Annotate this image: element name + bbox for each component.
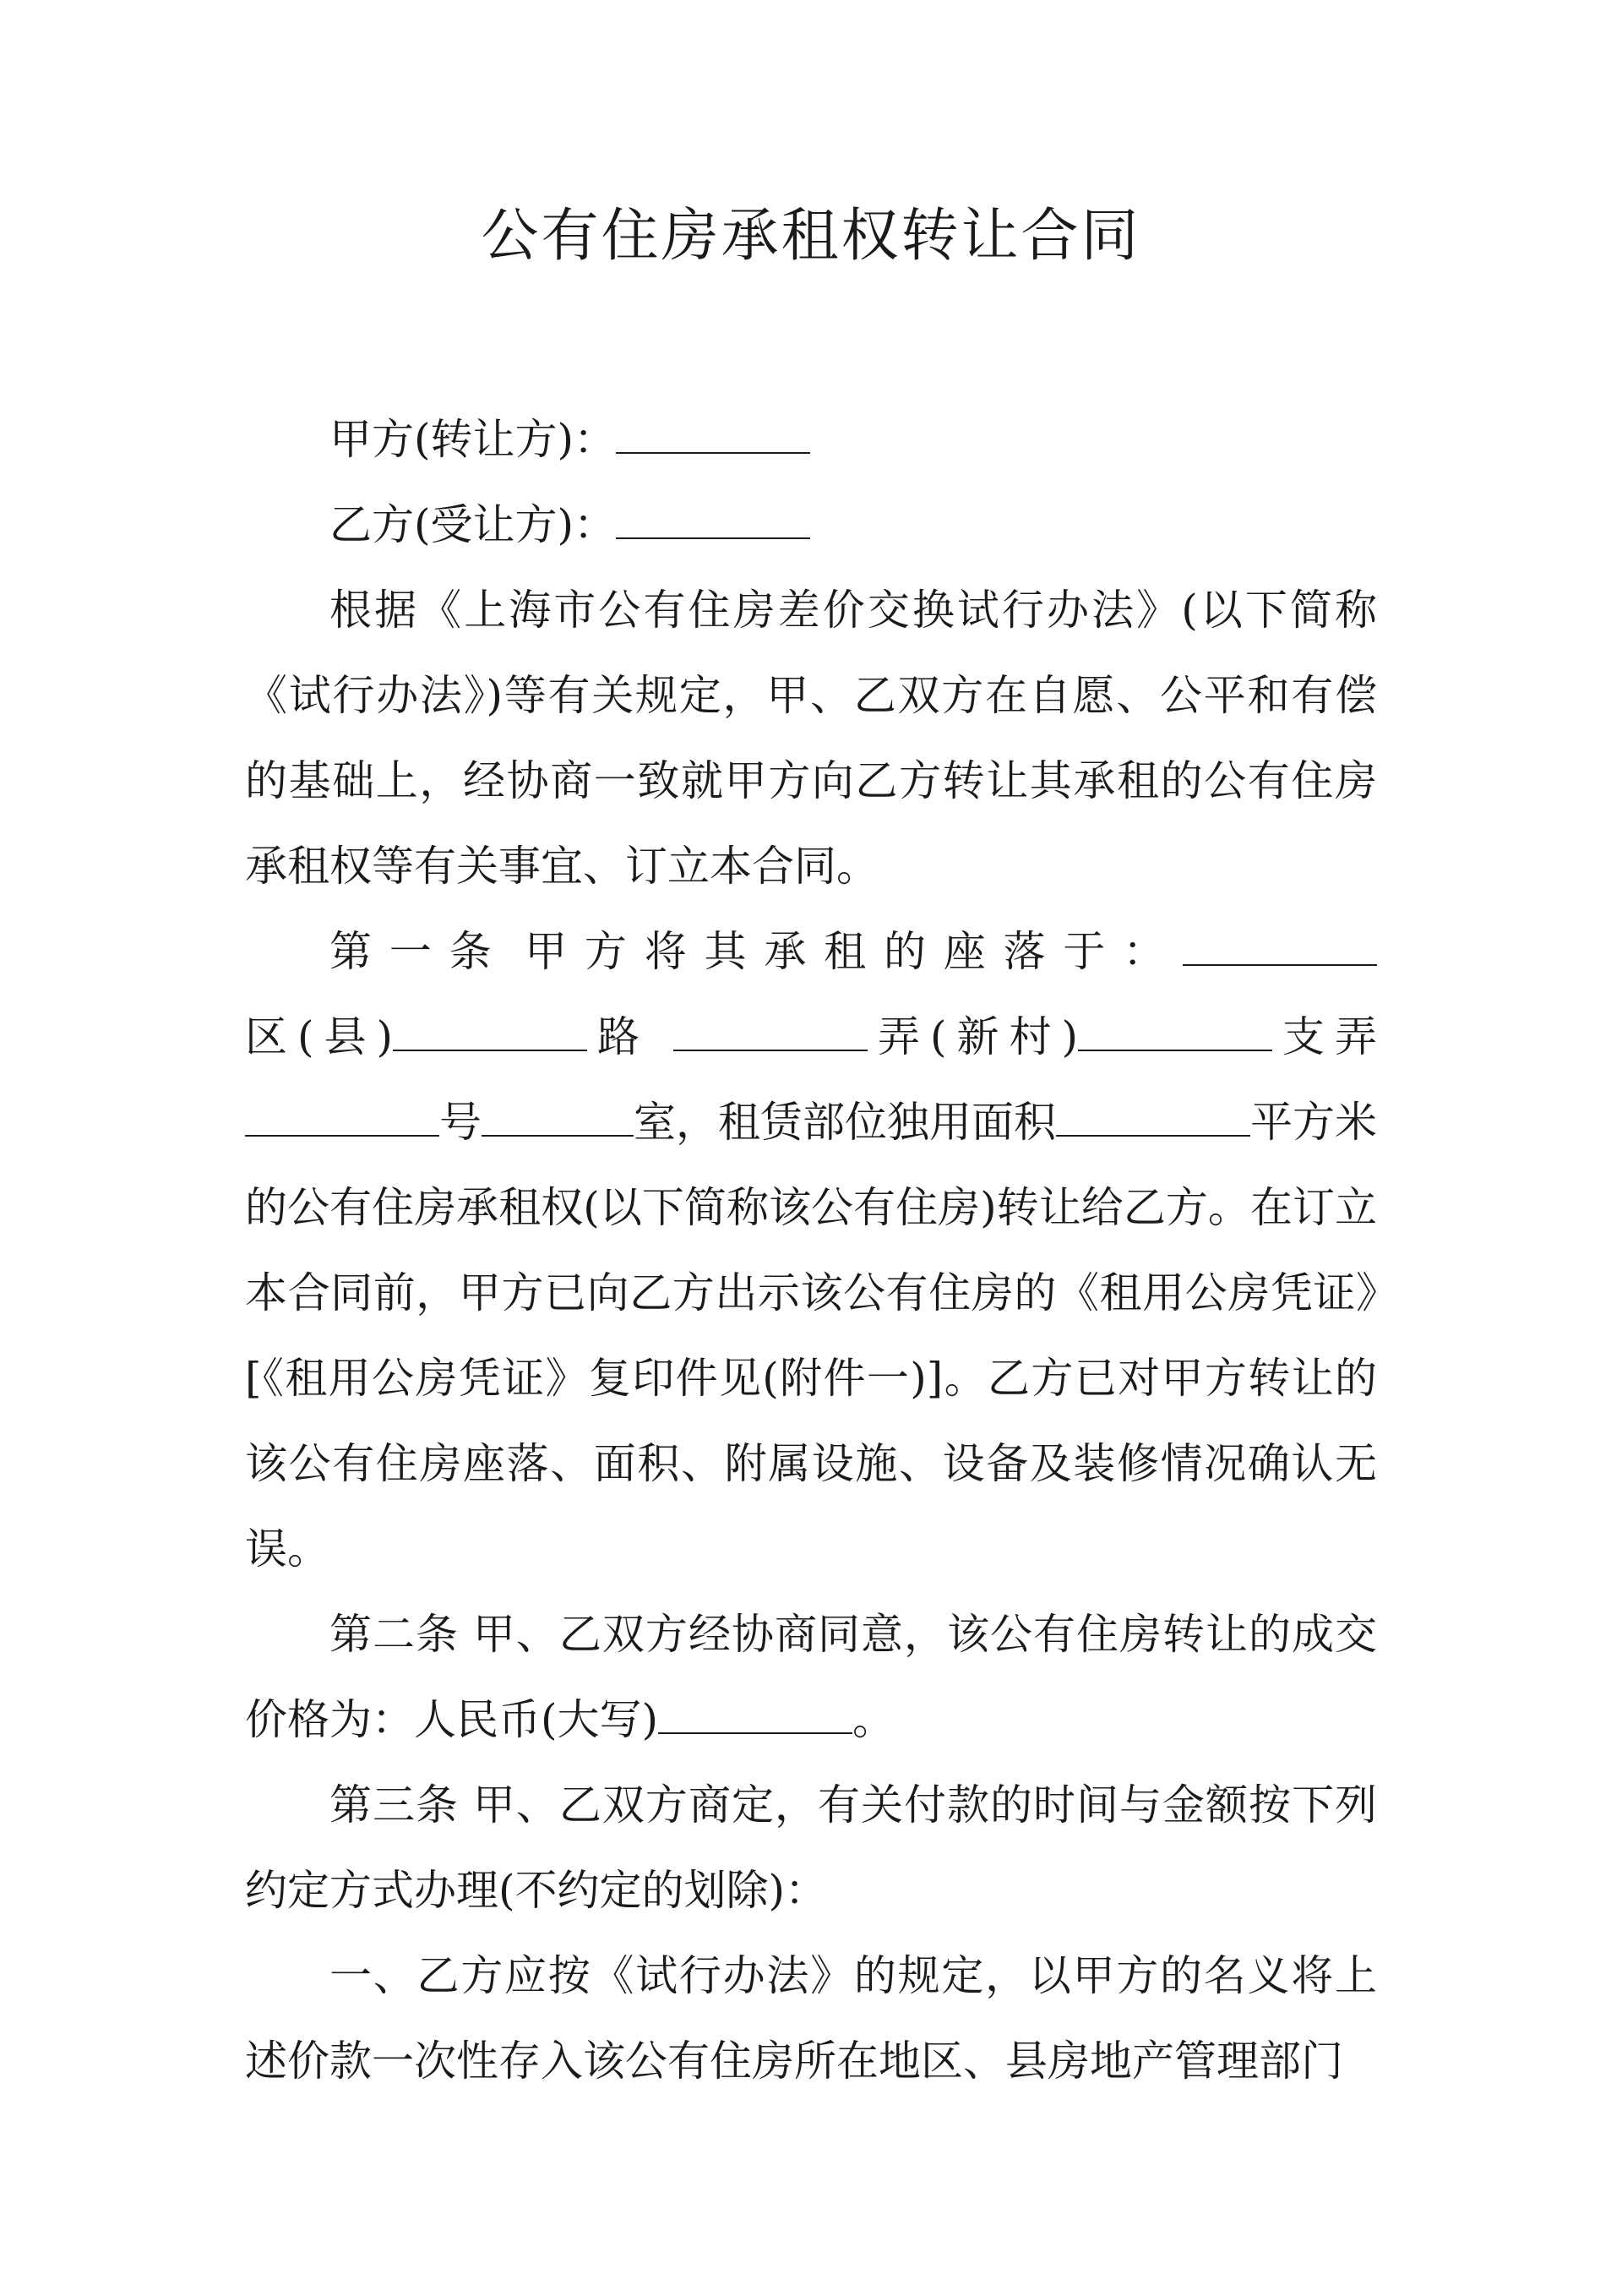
article-1-heading: 第一条 — [329, 927, 509, 976]
party-a-label: 甲方(转让方)： — [329, 415, 617, 464]
room-blank[interactable] — [482, 1101, 634, 1137]
party-a-line — [245, 397, 1377, 483]
lane-blank[interactable] — [673, 1016, 868, 1051]
number-blank[interactable] — [245, 1101, 439, 1137]
district-blank[interactable] — [1183, 930, 1377, 966]
article-2-text-2: 。 — [852, 1695, 895, 1744]
document-title: 公有住房承租权转让合同 — [481, 203, 1141, 270]
article-1-text-8: 平方米的公有住房承租权(以下简称该公有住房)转让给乙方。在订立本合同前，甲方已向乙方出示该公有住房的《租用公房凭证》[《租用公房凭证》复印件见(附件一)]。乙方已对甲方转让的该公有住房座落、面积、附属设施、设备及装修情况确认无误。 — [245, 1098, 1377, 1573]
article-1-text-5: 支弄 — [1272, 1012, 1378, 1061]
article-2-text-1: 甲、乙双方经协商同意，该公有住房转让的成交价格为：人民币(大写) — [245, 1610, 1377, 1744]
article-1-text-1: 甲方将其承租的座落于： — [525, 927, 1183, 976]
article-2-paragraph — [245, 1592, 1377, 1763]
article-1-paragraph — [245, 909, 1377, 1592]
article-3-text: 甲、乙双方商定，有关付款的时间与金额按下列约定方式办理(不约定的划除)： — [245, 1781, 1377, 1915]
article-1-text-3: 路 — [587, 1012, 650, 1061]
price-blank[interactable] — [658, 1699, 852, 1734]
article-3-paragraph — [245, 1763, 1377, 1933]
road-blank[interactable] — [393, 1016, 587, 1051]
article-1-text-2: 区(县) — [245, 1012, 394, 1061]
article-1-text-6: 号 — [439, 1098, 482, 1147]
party-b-label: 乙方(受让方)： — [329, 500, 617, 549]
article-1-text-4: 弄(新村) — [867, 1012, 1078, 1061]
preamble-paragraph: 根据《上海市公有住房差价交换试行办法》(以下简称《试行办法》)等有关规定，甲、乙双方在自愿、公平和有偿的基础上，经协商一致就甲方向乙方转让其承租的公有住房承租权等有关事宜、订立本合同。 — [245, 586, 1377, 891]
party-b-blank[interactable] — [616, 504, 810, 539]
party-b-line — [245, 483, 1377, 568]
article-2-heading: 第二条 — [329, 1610, 460, 1659]
payment-item-1: 一、乙方应按《试行办法》的规定，以甲方的名义将上述价款一次性存入该公有住房所在地区、县房地产管理部门 — [245, 1951, 1377, 2086]
area-blank[interactable] — [1056, 1101, 1250, 1137]
article-1-text-7: 室，租赁部位独用面积 — [634, 1098, 1056, 1147]
article-3-heading: 第三条 — [329, 1781, 460, 1830]
sub-lane-blank[interactable] — [1078, 1016, 1272, 1051]
contract-body — [245, 397, 1377, 2104]
party-a-blank[interactable] — [616, 418, 810, 454]
